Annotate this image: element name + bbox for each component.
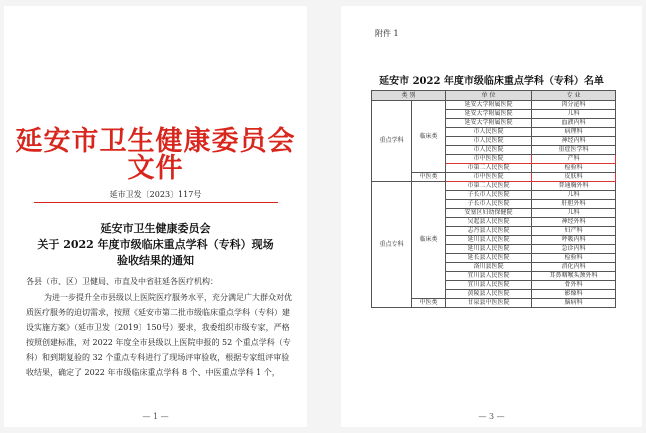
unit-cell: 志丹县人民医院 bbox=[446, 227, 532, 236]
unit-cell: 黄陵县人民医院 bbox=[446, 290, 532, 299]
major-cell: 肉分泌科 bbox=[532, 101, 616, 110]
unit-cell: 市人民医院 bbox=[446, 137, 532, 146]
major-cell: 呼吸内科 bbox=[532, 236, 616, 245]
notice-heading-line-2: 关于 2022 年度市级临床重点学科（专科）现场 bbox=[37, 238, 274, 251]
unit-cell: 延安大学附属医院 bbox=[446, 119, 532, 128]
major-cell: 肝胆外科 bbox=[532, 200, 616, 209]
unit-cell: 市第二人民医院 bbox=[446, 164, 532, 173]
major-cell: 骨外科 bbox=[532, 281, 616, 290]
unit-cell: 延川县人民医院 bbox=[446, 236, 532, 245]
unit-cell: 洛川县医院 bbox=[446, 263, 532, 272]
table-row bbox=[372, 182, 616, 191]
notice-heading-line-1: 延安市卫生健康委员会 bbox=[100, 222, 211, 235]
subgroup-tcm: 中医类 bbox=[412, 173, 446, 182]
major-cell: 普通胸外科 bbox=[532, 182, 616, 191]
salutation: 各县（市、区）卫健局、市直及中省驻延各医疗机构： bbox=[26, 277, 218, 286]
unit-cell: 安塞区妇幼保健院 bbox=[446, 209, 532, 218]
right-page bbox=[341, 6, 642, 427]
unit-cell: 宜川县人民医院 bbox=[446, 272, 532, 281]
unit-cell: 子长市人民医院 bbox=[446, 191, 532, 200]
discipline-table bbox=[371, 90, 616, 308]
left-page bbox=[4, 6, 307, 427]
major-cell: 急诊内科 bbox=[532, 245, 616, 254]
unit-cell: 甘泉县中医医院 bbox=[446, 299, 532, 308]
unit-cell: 延长县人民医院 bbox=[446, 254, 532, 263]
unit-cell: 吴起县人民医院 bbox=[446, 218, 532, 227]
major-cell: 儿科 bbox=[532, 209, 616, 218]
unit-cell-highlighted: 市中医医院 bbox=[446, 173, 532, 182]
major-cell-highlighted: 皮肤科 bbox=[532, 173, 616, 182]
major-cell-highlighted: 产科 bbox=[532, 155, 616, 164]
unit-cell: 市人民医院 bbox=[446, 128, 532, 137]
table-row bbox=[372, 101, 616, 110]
header-unit: 单 位 bbox=[446, 91, 532, 101]
major-cell: 病理科 bbox=[532, 128, 616, 137]
subgroup-clinical: 临床类 bbox=[412, 101, 446, 173]
unit-cell: 延安大学附属医院 bbox=[446, 110, 532, 119]
notice-heading-line-3: 验收结果的通知 bbox=[117, 254, 194, 267]
major-cell: 重症医学科 bbox=[532, 146, 616, 155]
unit-cell: 延川县人民医院 bbox=[446, 245, 532, 254]
major-cell: 神经内科 bbox=[532, 137, 616, 146]
header-major: 专 业 bbox=[532, 91, 616, 101]
page-number-left: — 1 — bbox=[142, 412, 169, 421]
major-cell: 儿科 bbox=[532, 110, 616, 119]
unit-cell: 延安大学附属医院 bbox=[446, 101, 532, 110]
major-cell: 神经外科 bbox=[532, 218, 616, 227]
group-key-specialty: 重点专科 bbox=[372, 182, 412, 308]
major-cell: 消化内科 bbox=[532, 263, 616, 272]
major-cell: 耳鼻咽喉头颈外科 bbox=[532, 272, 616, 281]
red-divider bbox=[34, 202, 278, 203]
list-title: 延安市 2022 年度市级临床重点学科（专科）名单 bbox=[379, 76, 604, 87]
major-cell: 影像科 bbox=[532, 290, 616, 299]
document-red-title: 延安市卫生健康委员会文件 bbox=[15, 126, 296, 184]
major-cell: 血液内科 bbox=[532, 119, 616, 128]
body-paragraph: 为进一步提升全市县级以上医院医疗服务水平，充分满足广大群众对优质医疗服务的迫切需求，按照《延安市第二批市级临床重点学科（专科）建设实施方案》（延市卫发〔2019〕150号）要求，我委组织市级专家，严格按照创建标准，对 2022 年度全市县级以上医院申报的 52 个重点学科（专科）和到期复验的 32 个重点专科进行了现场评审验收，根据专家组评审验收结果，确定了 2022 年市级临床重点学科 8 个、中医重点学科 1 个， bbox=[26, 293, 292, 377]
major-cell: 检验科 bbox=[532, 254, 616, 263]
header-category: 类 别 bbox=[372, 91, 446, 101]
unit-cell: 子长市人民医院 bbox=[446, 200, 532, 209]
unit-cell: 市人民医院 bbox=[446, 146, 532, 155]
major-cell: 儿科 bbox=[532, 191, 616, 200]
major-cell: 脑病科 bbox=[532, 299, 616, 308]
unit-cell: 宜川县人民医院 bbox=[446, 281, 532, 290]
subgroup-tcm: 中医类 bbox=[412, 299, 446, 308]
page-number-right: — 3 — bbox=[478, 412, 505, 421]
document-number: 延市卫发〔2023〕117号 bbox=[109, 190, 202, 199]
subgroup-clinical: 临床类 bbox=[412, 182, 446, 299]
unit-cell: 市第二人民医院 bbox=[446, 182, 532, 191]
unit-cell-highlighted: 市中医医院 bbox=[446, 155, 532, 164]
attachment-label: 附件 1 bbox=[375, 29, 399, 38]
group-key-discipline: 重点学科 bbox=[372, 101, 412, 182]
major-cell: 检验科 bbox=[532, 164, 616, 173]
major-cell: 妇产科 bbox=[532, 227, 616, 236]
table-header-row bbox=[372, 91, 616, 101]
